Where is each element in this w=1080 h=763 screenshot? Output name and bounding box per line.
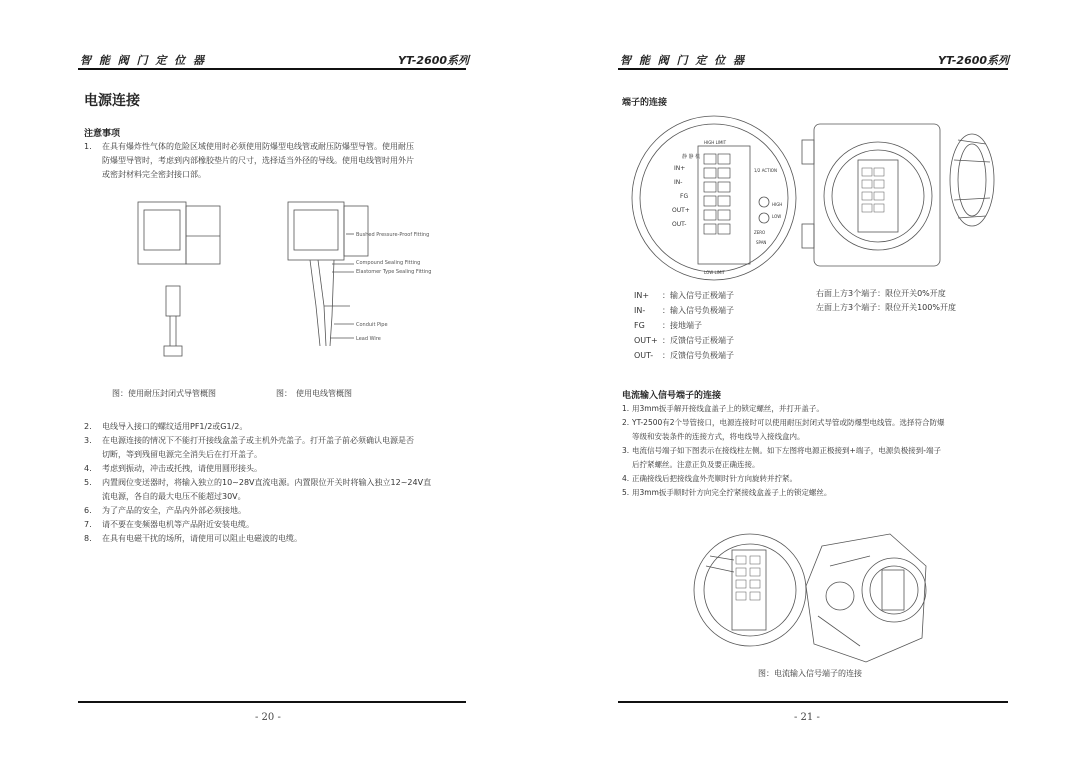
terminal-board-diagram	[624, 114, 804, 284]
label-action: 1/2 ACTION	[754, 168, 777, 173]
limit-switch-notes	[816, 287, 1016, 315]
step-3: 3. 电流信号端子如下图表示在接线柱左侧。如下左图将电源正极接到+端子，电源负极接到-端子 后拧紧螺丝。注意正负及要正确连接。	[622, 446, 941, 469]
conduit-diagram	[120, 196, 432, 376]
header-rule	[78, 68, 466, 70]
figure-caption-2: 图： 使用电线管概图	[276, 389, 352, 398]
fig-label-e: Lead Wire	[356, 336, 381, 342]
step-4: 4. 正确接线后把接线盒外壳顺时针方向旋转并拧紧。	[622, 474, 797, 483]
label-span: SPAN	[756, 240, 767, 245]
switch-note: 右面上方3个端子：限位开关0%开度	[816, 289, 946, 298]
fig-label-d: Conduit Pipe	[356, 322, 388, 328]
figure-caption: 图：电流输入信号端子的连接	[758, 669, 862, 678]
label-low: LOW	[772, 214, 782, 219]
label-low-limit: LOW LIMIT	[704, 270, 725, 275]
legend-row: OUT+ ：反馈信号正极端子	[634, 336, 734, 345]
right-page	[540, 0, 1080, 763]
item-line: 防爆型导管时，考虑到内部橡胶垫片的尺寸，选择适当外径的导线。使用电线管时用外片	[102, 156, 414, 165]
terminal-legend	[634, 288, 814, 363]
legend-row: IN- ：输入信号负极端子	[634, 306, 734, 315]
label-high: HIGH	[772, 202, 783, 207]
note-item-7: 7. 请不要在变频器电机等产品附近安装电缆。	[84, 520, 254, 529]
current-input-wiring-figure	[690, 526, 930, 666]
label-high-limit: HIGH LIMIT	[704, 140, 727, 145]
header-title: 智 能 阀 门 定 位 器	[80, 54, 206, 67]
label-zero: ZERO	[754, 230, 766, 235]
note-item-3: 3. 在电源连接的情况下不能打开接线盒盖子或主机外壳盖子。打开盖子前必须确认电源是否 切断，等到残留电源完全消失后在打开盖子。	[84, 436, 414, 459]
note-item-8: 8. 在具有电磁干扰的场所，请使用可以阻止电磁波的电缆。	[84, 534, 302, 543]
label-in-minus: IN-	[674, 179, 683, 186]
legend-row: OUT- ：反馈信号负极端子	[634, 351, 734, 360]
label-fg: FG	[680, 193, 689, 200]
legend-row: FG ：接地端子	[634, 321, 702, 330]
header-title: 智 能 阀 门 定 位 器	[620, 54, 746, 67]
note-item-5: 5. 内置阀位变送器时，将输入独立的10~28V直流电源。内置限位开关时将输入独立12~24V直 流电源，各自的最大电压不能超过30V。	[84, 478, 432, 501]
wiring-steps	[622, 402, 1022, 500]
current-input-title: 电流输入信号端子的连接	[622, 391, 722, 401]
note-item-2: 2. 电线导入接口的螺纹适用PF1/2或G1/2。	[84, 422, 248, 431]
note-items	[84, 420, 484, 546]
item-number: 1.	[84, 142, 92, 151]
switch-note: 左面上方3个端子：限位开关100%开度	[816, 303, 956, 312]
footer-rule	[78, 701, 466, 703]
housing-drawing	[802, 120, 1002, 280]
fig-label-c: Elastomer Type Sealing Fitting	[356, 269, 432, 275]
page-number: - 20 -	[255, 712, 281, 723]
header-series: YT-2600系列	[938, 54, 1010, 67]
figure-caption-1: 图：使用耐压封闭式导管概图	[112, 389, 216, 398]
step-1: 1. 用3mm扳手解开接线盒盖子上的锁定螺丝，并打开盖子。	[622, 404, 824, 413]
note-item-1	[84, 140, 484, 182]
note-item-4: 4. 考虑到振动，冲击或托拽，请使用圆形接头。	[84, 464, 262, 473]
header-series: YT-2600系列	[398, 54, 470, 67]
label-in-plus: IN+	[674, 165, 686, 172]
item-line: 在具有爆炸性气体的危险区域使用时必须使用防爆型电线管或耐压防爆型导管。使用耐压	[102, 142, 414, 151]
footer-rule	[618, 701, 1008, 703]
label-out-minus: OUT-	[672, 221, 687, 228]
header-rule	[618, 68, 1008, 70]
terminal-title: 端子的连接	[622, 98, 668, 108]
label-out-plus: OUT+	[672, 207, 690, 214]
legend-row: IN+ ：输入信号正极端子	[634, 291, 734, 300]
step-2: 2. YT-2500有2个导管接口，电源连接时可以使用耐压封闭式导管或防爆型电线管。选择符合防爆 等级和安装条件的连接方式，将电线导入接线盒内。	[622, 418, 945, 441]
note-item-6: 6. 为了产品的安全，产品内外部必须接地。	[84, 506, 246, 515]
section-title: 电源连接	[84, 93, 140, 109]
fig-label-a: Bushed Pressure-Proof Fitting	[356, 232, 430, 238]
fig-label-b: Compound Sealing Fitting	[356, 260, 421, 266]
notes-title: 注意事项	[84, 129, 121, 139]
step-5: 5. 用3mm扳手顺时针方向完全拧紧接线盒盖子上的锁定螺丝。	[622, 488, 832, 497]
page-number: - 21 -	[794, 712, 820, 723]
label-terminal-letters: 静 静 机	[682, 154, 701, 160]
item-line: 或密封材料完全密封接口部。	[102, 170, 206, 179]
